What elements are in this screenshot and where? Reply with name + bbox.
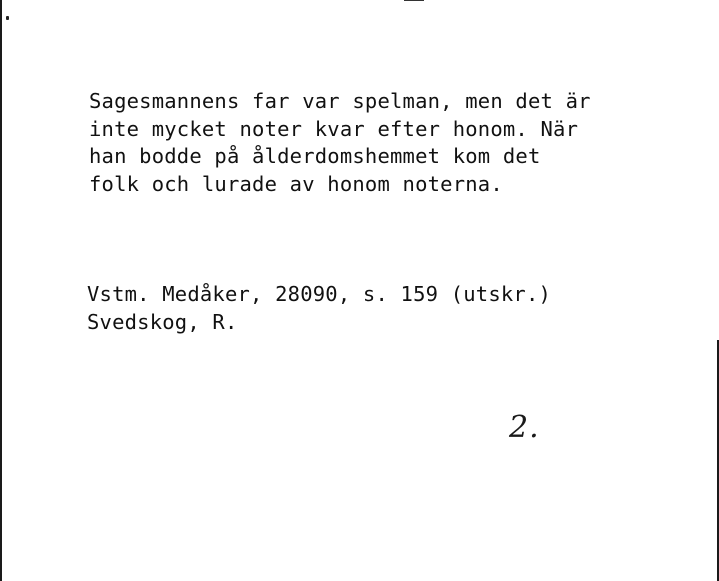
- record-text-line: inte mycket noter kvar efter honom. När: [89, 116, 579, 141]
- card-left-edge: [0, 0, 2, 581]
- record-text: [89, 88, 591, 198]
- source-archive-line: Vstm. Medåker, 28090, s. 159 (utskr.): [87, 282, 552, 306]
- source-collector-line: Svedskog, R.: [87, 309, 238, 334]
- source-reference: [87, 281, 551, 336]
- record-text-line: Sagesmannens far var spelman, men det är: [89, 89, 591, 113]
- handwritten-page-number: 2.: [509, 410, 540, 445]
- top-edge-mark: [404, 0, 424, 1]
- record-text-line: folk och lurade av honom noterna.: [89, 171, 503, 196]
- record-text-line: han bodde på ålderdomshemmet kom det: [89, 144, 541, 168]
- ink-speck: [6, 16, 9, 20]
